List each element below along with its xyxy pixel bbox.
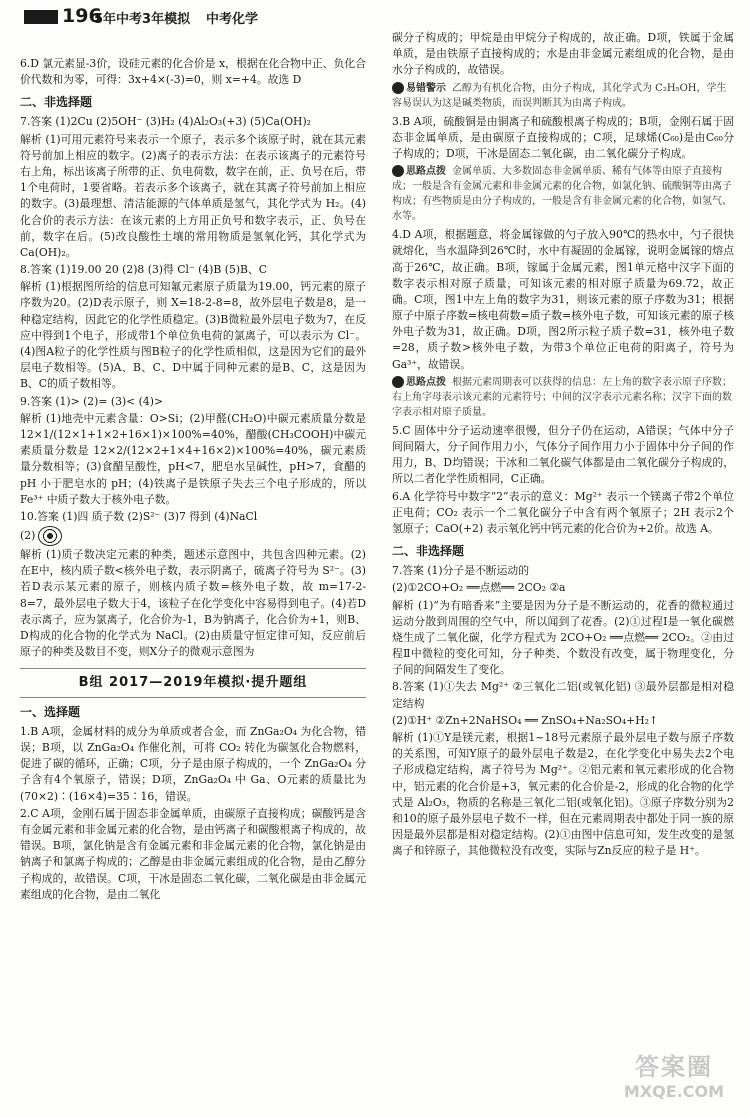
tip-box-1: 易错警示 乙醇为有机化合物，由分子构成，其化学式为 C₂H₅OH，学生容易误认为这是碱类物质，而误判断其为由离子构成。: [392, 82, 727, 109]
tip-badge: 易错警示: [392, 81, 446, 96]
tip-box-2: 思路点拨 金属单质、大多数固态非金属单质、稀有气体等由原子直接构成；一般是含有金属元素和非金属元素的化合物，如氯化钠、硫酸铜等由离子构成；有些物质是由分子构成的，一般是含有非金属元素的化合物，如氢气、水等。: [392, 166, 732, 223]
b-answer-8: 8.答案 (1)①失去 Mg²⁺ ②三氧化二铝(或氧化铝) ③最外层都是相对稳定结构: [392, 680, 734, 710]
section-heading-nonchoice-b: 二、非选择题: [392, 544, 465, 559]
right-column: [392, 30, 734, 1106]
b-answer-7-part2: (2)①2CO+O₂ ══点燃══ 2CO₂ ②a: [392, 581, 566, 595]
watermark-logo-text: 答案圈: [635, 1053, 713, 1081]
tip-box-3: 思路点拨 根据元素周期表可以获得的信息：左上角的数字表示原子序数；右上角字母表示该元素的元素符号；中间的汉字表示元素名称；汉字下面的数字表示相对原子质量。: [392, 376, 732, 418]
b-answer-8-part2: (2)①H⁺ ②Zn+2NaHSO₄ ══ ZnSO₄+Na₂SO₄+H₂↑: [392, 713, 659, 727]
molecule-diagram: [38, 526, 62, 546]
answer-6: 6.D 氯元素显-3价，设硅元素的化合价是 x，根据在化合物中正、负化合价代数和为零，可得：3x+4×(-3)=0，则 x=+4。故选 D: [20, 57, 366, 87]
b-answer-6: 6.A 化学符号中数字“2”表示的意义：Mg²⁺ 表示一个镁离子带2个单位正电荷；CO₂ 表示一个二氧化碳分子中含有两个氧原子；2H 表示2个氢原子；CaO(+2) 表示氧化钙中钙元素的化合价为+2价。故选 A。: [392, 489, 734, 535]
b-answer-4: 4.D A项，根据题意，将金属镓做的勺子放入90℃的热水中，勺子很快就熔化，当水温降到26℃时，水中有凝固的金属镓，说明金属镓的熔点高于26℃，故正确。B项，镓属于金属元素，图1单元格中汉字下面的数字表示相对原子质量，可知该元素的相对原子质量为69.72，故正确。C项，图1中左上角的数字为31，则该元素的原子序数为31；根据原子中原子序数=核电荷数=质子数=核外电子数，可知该元素的原子核外电子数为31，故正确。D项，图2所示粒子质子数=31，核外电子数=28，质子数>核外电子数，为带3个单位正电荷的阳离子，符号为 Ga³⁺，故错误。: [392, 228, 734, 371]
lightbulb-icon: [392, 165, 404, 177]
section-heading-nonchoice: 二、非选择题: [20, 95, 93, 110]
b-explanation-8: 解析 (1)①Y是镁元素，根据1~18号元素原子最外层电子数与原子序数的关系图，可知Y原子的最外层电子数是2，在化学变化中易失去2个电子形成稳定结构，离子符号为 Mg²⁺。②铝元素和氧元素形成的化合物中，铝元素的化合价是+3，氧元素的化合价是-2，形成的化合物的化学式是 Al₂O₃，物质的名称是三氧化二铝(或氧化铝)。③原子序数分别为2和10的原子最外层电子数不一样，但在元素周期表中都处于同一族的原因是最外层都是相对稳定结构。(2)①由图中信息可知，发生改变的是氢离子和锌原子，其他微粒没有改变，实际与Zn反应的粒子是 H⁺。: [392, 731, 734, 858]
subject-title: 中考化学: [206, 12, 259, 27]
b-answer-2-cont: 碳分子构成的；甲烷是由甲烷分子构成的，故正确。D项，铁属于金属单质，是由铁原子直接构成的；水是由非金属元素组成的化合物，是由水分子构成的，故错误。: [392, 31, 734, 77]
b-answer-5: 5.C 固体中分子运动速率很慢，但分子仍在运动，A错误；气体中分子间间隔大，分子间作用力小，气体分子间作用力小于固体中分子间的作用力，B、D均错误；干冰和二氧化碳气体都是由二氧化碳分子构成的，所以二者化学性质相同，C正确。: [392, 423, 734, 486]
explanation-9: 解析 (1)地壳中元素含量：O>Si；(2)甲醛(CH₂O)中碳元素质量分数是 12×1/(12×1+1×2+16×1)×100%=40%，醋酸(CH₃COOH)中碳元素质量分数是 12×2/(12×2+1×4+16×2)×100%=40%，碳元素质量分数相等；(3)食醋呈酸性，pH<7，肥皂水呈碱性，pH>7，食醋的 pH 小于肥皂水的 pH；(4)铁离子是铁原子失去三个电子形成的，所以 Fe³⁺ 中质子数大于核外电子数。: [20, 411, 366, 506]
page-header: [0, 0, 750, 34]
explanation-10: 解析 (1)质子数决定元素的种类，题述示意图中，共包含四种元素。(2)在E中，核内质子数<核外电子数，表示阴离子，硫离子符号为 S²⁻。(3)若D表示某元素的原子，则核内质子数=核外电子数，故 m=17-2-8=7，最外层电子数大于4，该粒子在化学变化中容易得到电子。(4)若D表示离子，应为氯离子，化合价为-1，B为钠离子，化合价为+1，则B、D构成的化合物的化学式为 NaCl。(2)由质量守恒定律可知，反应前后原子的种类及数目不变，则X分子的微观示意图为: [20, 548, 366, 659]
warning-icon: [392, 82, 404, 94]
b-answer-1: 1.B A项，金属材料的成分为单质或者合金，而 ZnGa₂O₄ 为化合物，错误；B项，以 ZnGa₂O₄ 作催化剂，可将 CO₂ 转化为碳氢化合物燃料，促进了碳的循环，正确；C项，分子是由原子构成的，一个 ZnGa₂O₄ 分子含有4个氧原子，错误；D项，ZnGa₂O₄ 中 Ga、O元素的质量比为(70×2)∶(16×4)=35∶16，错误。: [20, 724, 366, 803]
b-answer-3: 3.B A项，硫酸铜是由铜离子和硫酸根离子构成的；B项，金刚石属于固态非金属单质，是由碳原子直接构成的；C项，足球烯(C₆₀)是由C₆₀分子构成的；D项，干冰是固态二氧化碳，由二氧化碳分子构成。: [392, 114, 734, 160]
explanation-8: 解析 (1)根据图所给的信息可知氟元素原子质量为19.00，钙元素的原子序数为20。(2)D表示原子，则 X=18-2-8=8，故外层电子数是8，是一种稳定结构，因此它的化学性质稳定。(3)B微粒最外层电子数为7，在反应中得到1个电子，形成带1个单位负电荷的氯离子，可以表示为 Cl⁻。(4)图A粒子的化学性质与图B粒子的化学性质相似，这是因为它们的最外层电子数相等。(5)A、B、C、D中属于同种元素的是B、C，这是因为B、C的质子数相等。: [20, 280, 366, 391]
lightbulb-icon: [392, 376, 404, 388]
page-mark-bar: [24, 10, 58, 24]
b-answer-2: 2.C A项，金刚石属于固态非金属单质，由碳原子直接构成；碳酸钙是含有金属元素和非金属元素的化合物，是由钙离子和碳酸根离子构成的，故错误。B项，氯化钠是含有金属元素和非金属元素的化合物，氯化钠是由钠离子和氯离子构成的；乙醇是由非金属元素组成的化合物，是由乙醇分子构成的，故错误。C项，干冰是固态二氧化碳，二氧化碳是由非金属元素组成的化合物，是由二氧化: [20, 806, 366, 901]
b-explanation-7: 解析 (1)“为有暗香来”主要是因为分子是不断运动的，花香的微粒通过运动分散到周围的空气中，所以闻到了花香。(2)①过程Ⅰ是一氧化碳燃烧生成了二氧化碳，化学方程式为 2CO+O₂ ══点燃══ 2CO₂。②由过程Ⅱ中微粒的变化可知，分子种类、个数没有改变，属于物理变化，分子间的间隔发生了变化。: [392, 598, 734, 677]
b-answer-7: 7.答案 (1)分子是不断运动的: [392, 564, 529, 578]
answer-10-part2: (2): [20, 526, 366, 546]
left-column: [20, 56, 366, 1106]
watermark-url: MXQE.COM: [623, 1082, 725, 1101]
site-watermark: [610, 1052, 738, 1112]
section-heading-choice: 一、选择题: [20, 704, 81, 719]
explanation-7: 解析 (1)可用元素符号来表示一个原子，表示多个该原子时，就在其元素符号前加上相应的数字。(2)离子的表示方法：在表示该离子的元素符号右上角，标出该离子所带的正、负电荷数，数字在前，正、负号在后，带1个电荷时，1要省略。若表示多个该离子，就在其离子符号前加上相应的数字。(3)最理想、清洁能源的气体单质是氢气，其化学式为 H₂。(4)化合价的表示方法：在该元素的上方用正负号和数字表示，正、负号在前，数字在后。(5)改良酸性土壤的常用物质是氢氧化钙，其化学式为 Ca(OH)₂。: [20, 132, 366, 259]
tip-badge: 思路点拨: [392, 164, 446, 179]
answer-7: 7.答案 (1)2Cu (2)5OH⁻ (3)H₂ (4)Al₂O₃(+3) (5)Ca(OH)₂: [20, 115, 312, 129]
answer-9: 9.答案 (1)> (2)= (3)< (4)>: [20, 394, 163, 408]
tip-badge: 思路点拨: [392, 375, 446, 390]
answer-10: 10.答案 (1)四 质子数 (2)S²⁻ (3)7 得到 (4)NaCl: [20, 509, 258, 523]
answer-8: 8.答案 (1)19.00 20 (2)8 (3)得 Cl⁻ (4)B (5)B、C: [20, 263, 268, 277]
group-b-heading: B组 2017—2019年模拟·提升题组: [20, 668, 366, 698]
page-number: 196: [62, 5, 102, 27]
book-series-title: 5年中考3年模拟: [94, 12, 191, 27]
